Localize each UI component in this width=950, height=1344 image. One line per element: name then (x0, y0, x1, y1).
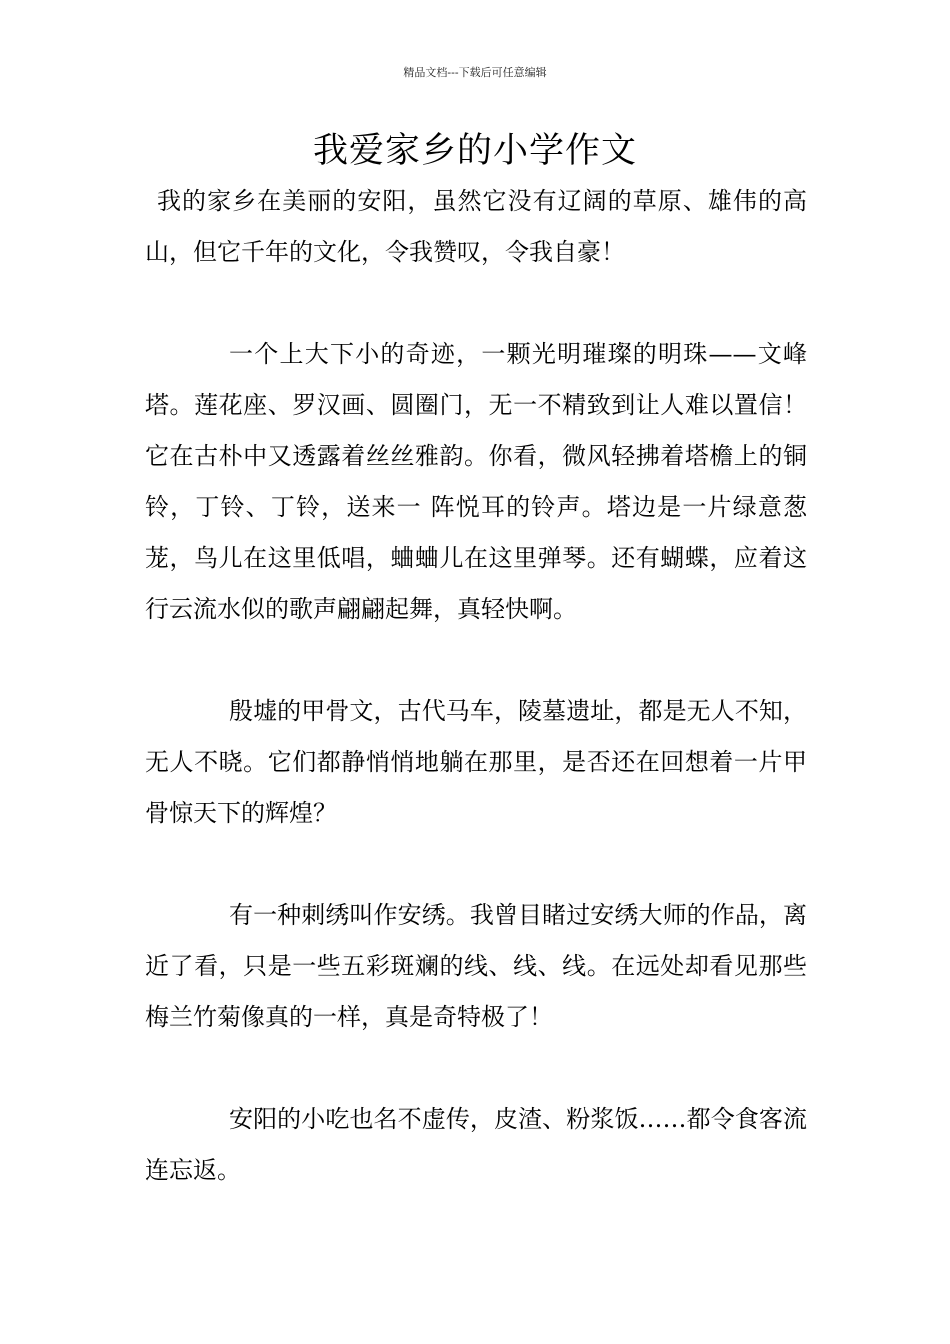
paragraph-gap (145, 839, 807, 890)
paragraph-snacks: 安阳的小吃也名不虚传，皮渣、粉浆饭……都令食客流连忘返。 (145, 1105, 807, 1184)
paragraph-gap (145, 635, 807, 686)
paragraph-gap (145, 278, 807, 329)
header-note: 精品文档---下载后可任意编辑 (403, 66, 547, 79)
paragraph-intro: 我的家乡在美丽的安阳，虽然它没有辽阔的草原、雄伟的高山，但它千年的文化，令我赞叹，令我自豪！ (145, 187, 807, 266)
document-title: 我爱家乡的小学作文 (312, 131, 637, 171)
paragraph-wenfeng-tower: 一个上大下小的奇迹，一颗光明璀璨的明珠——文峰塔。莲花座、罗汉画、圆圈门，无一不精致到让人难以置信！它在古朴中又透露着丝丝雅韵。你看，微风轻拂着塔檐上的铜铃，丁铃、丁铃，送来一 阵悦耳的铃声。塔边是一片绿意葱茏，鸟儿在这里低唱，蛐蛐儿在这里弹琴。还有蝴蝶，应着这行云流水似的歌声翩翩起舞，真轻快啊。 (145, 340, 807, 623)
document-body (145, 176, 807, 1196)
paragraph-yinxu: 殷墟的甲骨文，古代马车，陵墓遗址，都是无人不知，无人不晓。它们都静悄悄地躺在那里，是否还在回想着一片甲骨惊天下的辉煌？ (145, 697, 807, 827)
paragraph-gap (145, 1043, 807, 1094)
paragraph-embroidery: 有一种刺绣叫作安绣。我曾目睹过安绣大师的作品，离近了看，只是一些五彩斑斓的线、线、线。在远处却看见那些梅兰竹菊像真的一样，真是奇特极了！ (145, 901, 807, 1031)
